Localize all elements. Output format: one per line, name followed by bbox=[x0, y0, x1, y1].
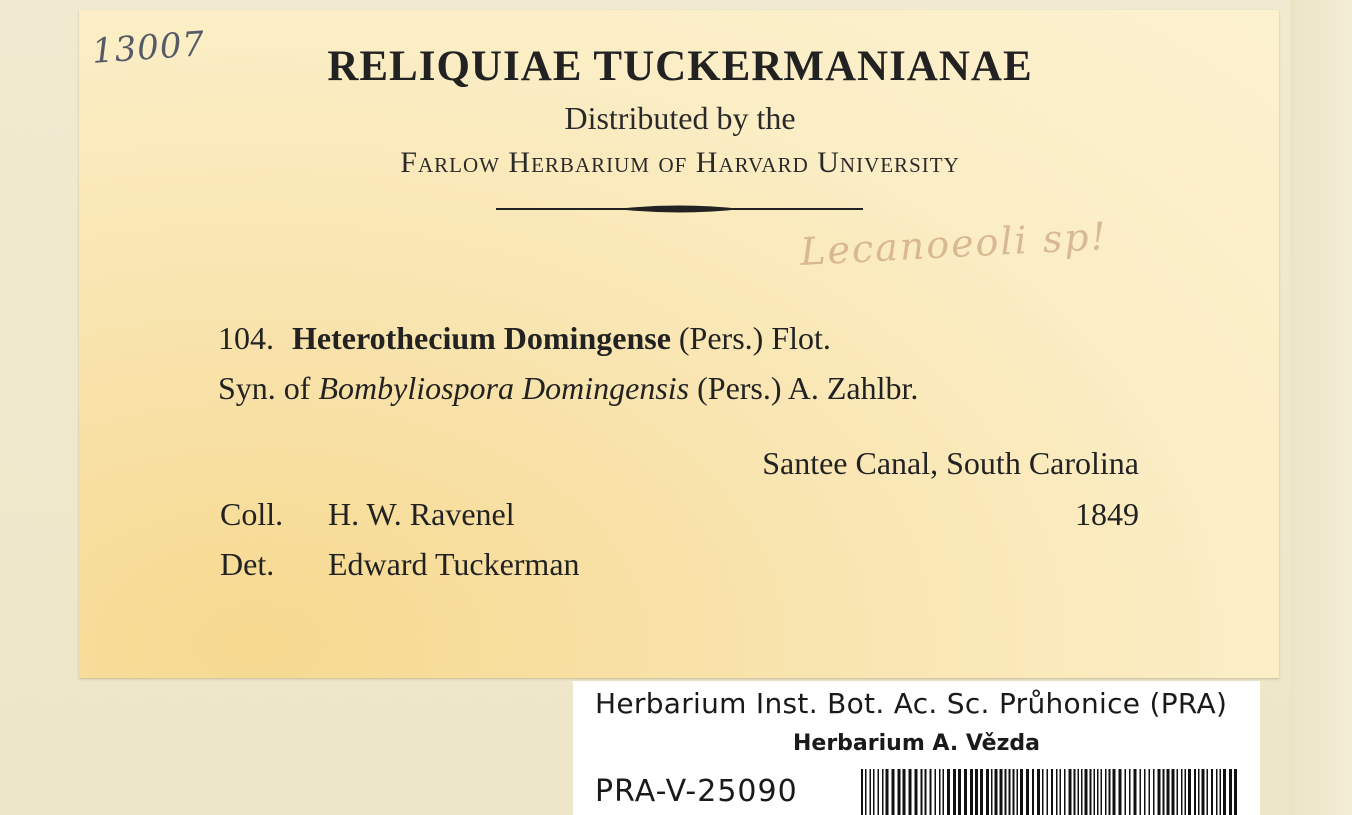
specimen-number: 104. bbox=[218, 320, 274, 356]
distributed-by-text: Distributed by the bbox=[564, 100, 796, 136]
determiner-line bbox=[220, 546, 580, 583]
determiner-label: Det. bbox=[220, 546, 275, 582]
collection-year: 1849 bbox=[1075, 496, 1139, 532]
species-name: Heterothecium Domingense bbox=[292, 320, 671, 356]
species-line bbox=[218, 320, 831, 357]
collector-line bbox=[220, 496, 515, 533]
synonym-prefix: Syn. of bbox=[218, 370, 311, 406]
institution-name: Farlow Herbarium of Harvard University bbox=[400, 146, 960, 179]
synonym-name: Bombyliospora Domingensis bbox=[318, 370, 690, 406]
ornamental-divider bbox=[496, 202, 863, 216]
specimen-id: PRA-V-25090 bbox=[595, 774, 798, 809]
synonym-line bbox=[218, 370, 918, 407]
species-authority: (Pers.) Flot. bbox=[678, 320, 831, 356]
series-title: RELIQUIAE TUCKERMANIANAE bbox=[327, 43, 1033, 90]
determiner-name: Edward Tuckerman bbox=[328, 546, 580, 582]
handwritten-annotation: Lecanoeoli sp! bbox=[799, 213, 1109, 275]
herbarium-institution-line: Herbarium Inst. Bot. Ac. Sc. Průhonice (PRA) bbox=[595, 687, 1228, 720]
herbarium-stamp bbox=[573, 681, 1260, 815]
collector-label: Coll. bbox=[220, 496, 284, 532]
synonym-authority: (Pers.) A. Zahlbr. bbox=[697, 370, 919, 406]
barcode bbox=[859, 769, 1240, 815]
locality: Santee Canal, South Carolina bbox=[762, 445, 1139, 481]
herbarium-collection-name: Herbarium A. Vězda bbox=[792, 731, 1040, 756]
collector-name: H. W. Ravenel bbox=[328, 496, 515, 532]
handwritten-accession-number: 13007 bbox=[90, 24, 207, 72]
